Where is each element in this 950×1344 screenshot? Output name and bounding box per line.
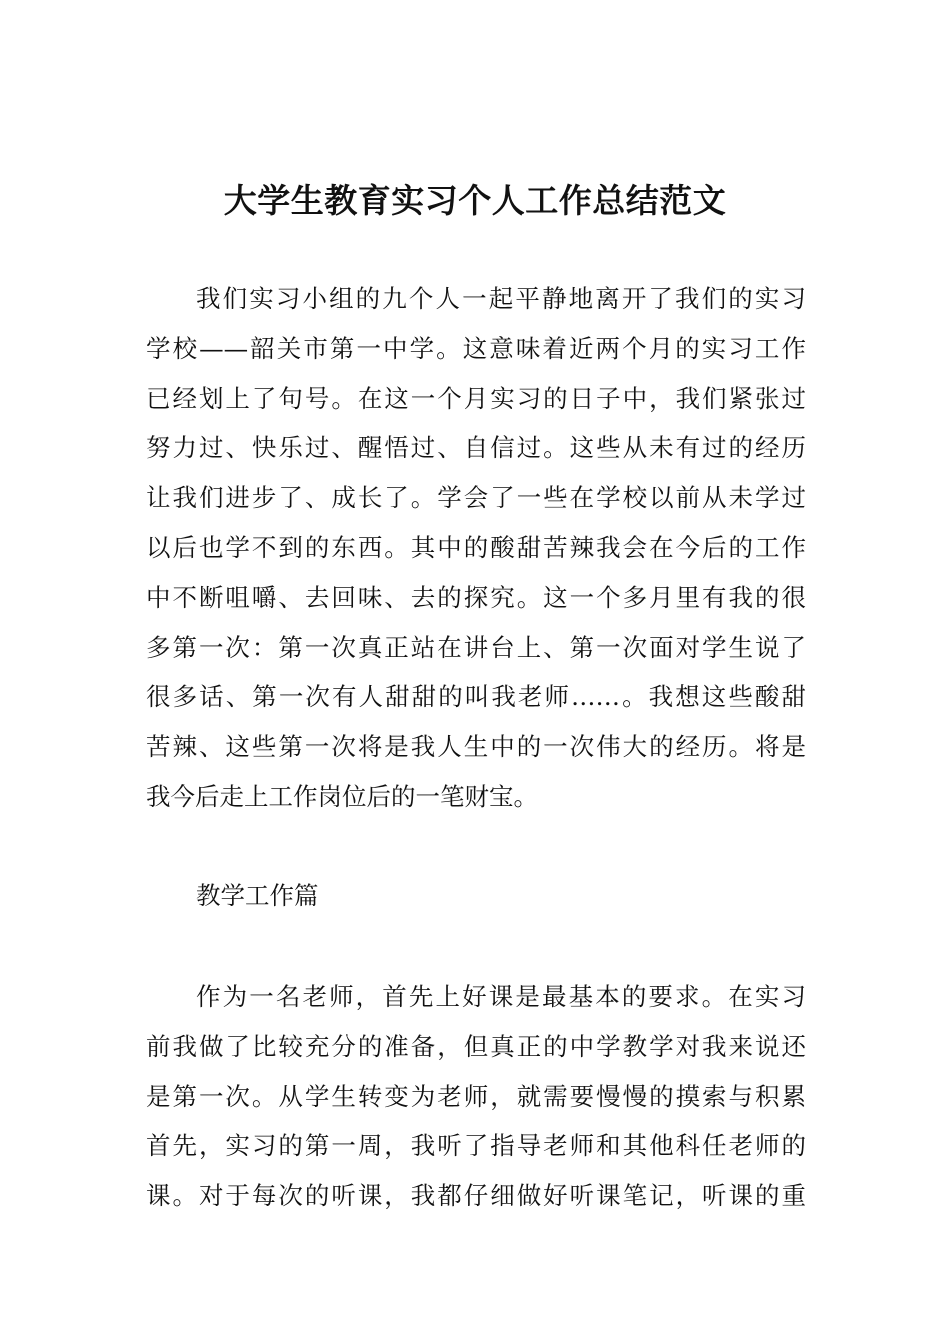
text-line: 是第一次。从学生转变为老师，就需要慢慢的摸索与积累 — [146, 1081, 806, 1111]
text-line: 前我做了比较充分的准备，但真正的中学教学对我来说还 — [146, 1031, 806, 1061]
text-line: 课。对于每次的听课，我都仔细做好听课笔记，听课的重 — [146, 1181, 806, 1211]
document-title: 大学生教育实习个人工作总结范文 — [223, 181, 727, 220]
text-line: 我今后走上工作岗位后的一笔财宝。 — [146, 781, 538, 811]
paragraph-intro — [146, 274, 806, 822]
text-line: 让我们进步了、成长了。学会了一些在学校以前从未学过 — [146, 483, 806, 513]
text-line: 学校——韶关市第一中学。这意味着近两个月的实习工作 — [146, 333, 806, 363]
section-heading: 教学工作篇 — [196, 881, 319, 910]
paragraph-teaching — [146, 972, 806, 1221]
text-line: 以后也学不到的东西。其中的酸甜苦辣我会在今后的工作 — [146, 532, 806, 562]
text-line: 已经划上了句号。在这一个月实习的日子中，我们紧张过 — [146, 383, 806, 413]
text-line: 中不断咀嚼、去回味、去的探究。这一个多月里有我的很 — [146, 582, 806, 612]
text-line: 我们实习小组的九个人一起平静地离开了我们的实习 — [196, 284, 806, 313]
text-line: 很多话、第一次有人甜甜的叫我老师……。我想这些酸甜 — [146, 682, 806, 712]
text-line: 努力过、快乐过、醒悟过、自信过。这些从未有过的经历 — [146, 433, 806, 463]
text-line: 首先，实习的第一周，我听了指导老师和其他科任老师的 — [146, 1131, 806, 1161]
text-line: 苦辣、这些第一次将是我人生中的一次伟大的经历。将是 — [146, 732, 806, 762]
text-line: 作为一名老师，首先上好课是最基本的要求。在实习 — [196, 982, 806, 1011]
text-line: 多第一次：第一次真正站在讲台上、第一次面对学生说了 — [146, 632, 806, 662]
